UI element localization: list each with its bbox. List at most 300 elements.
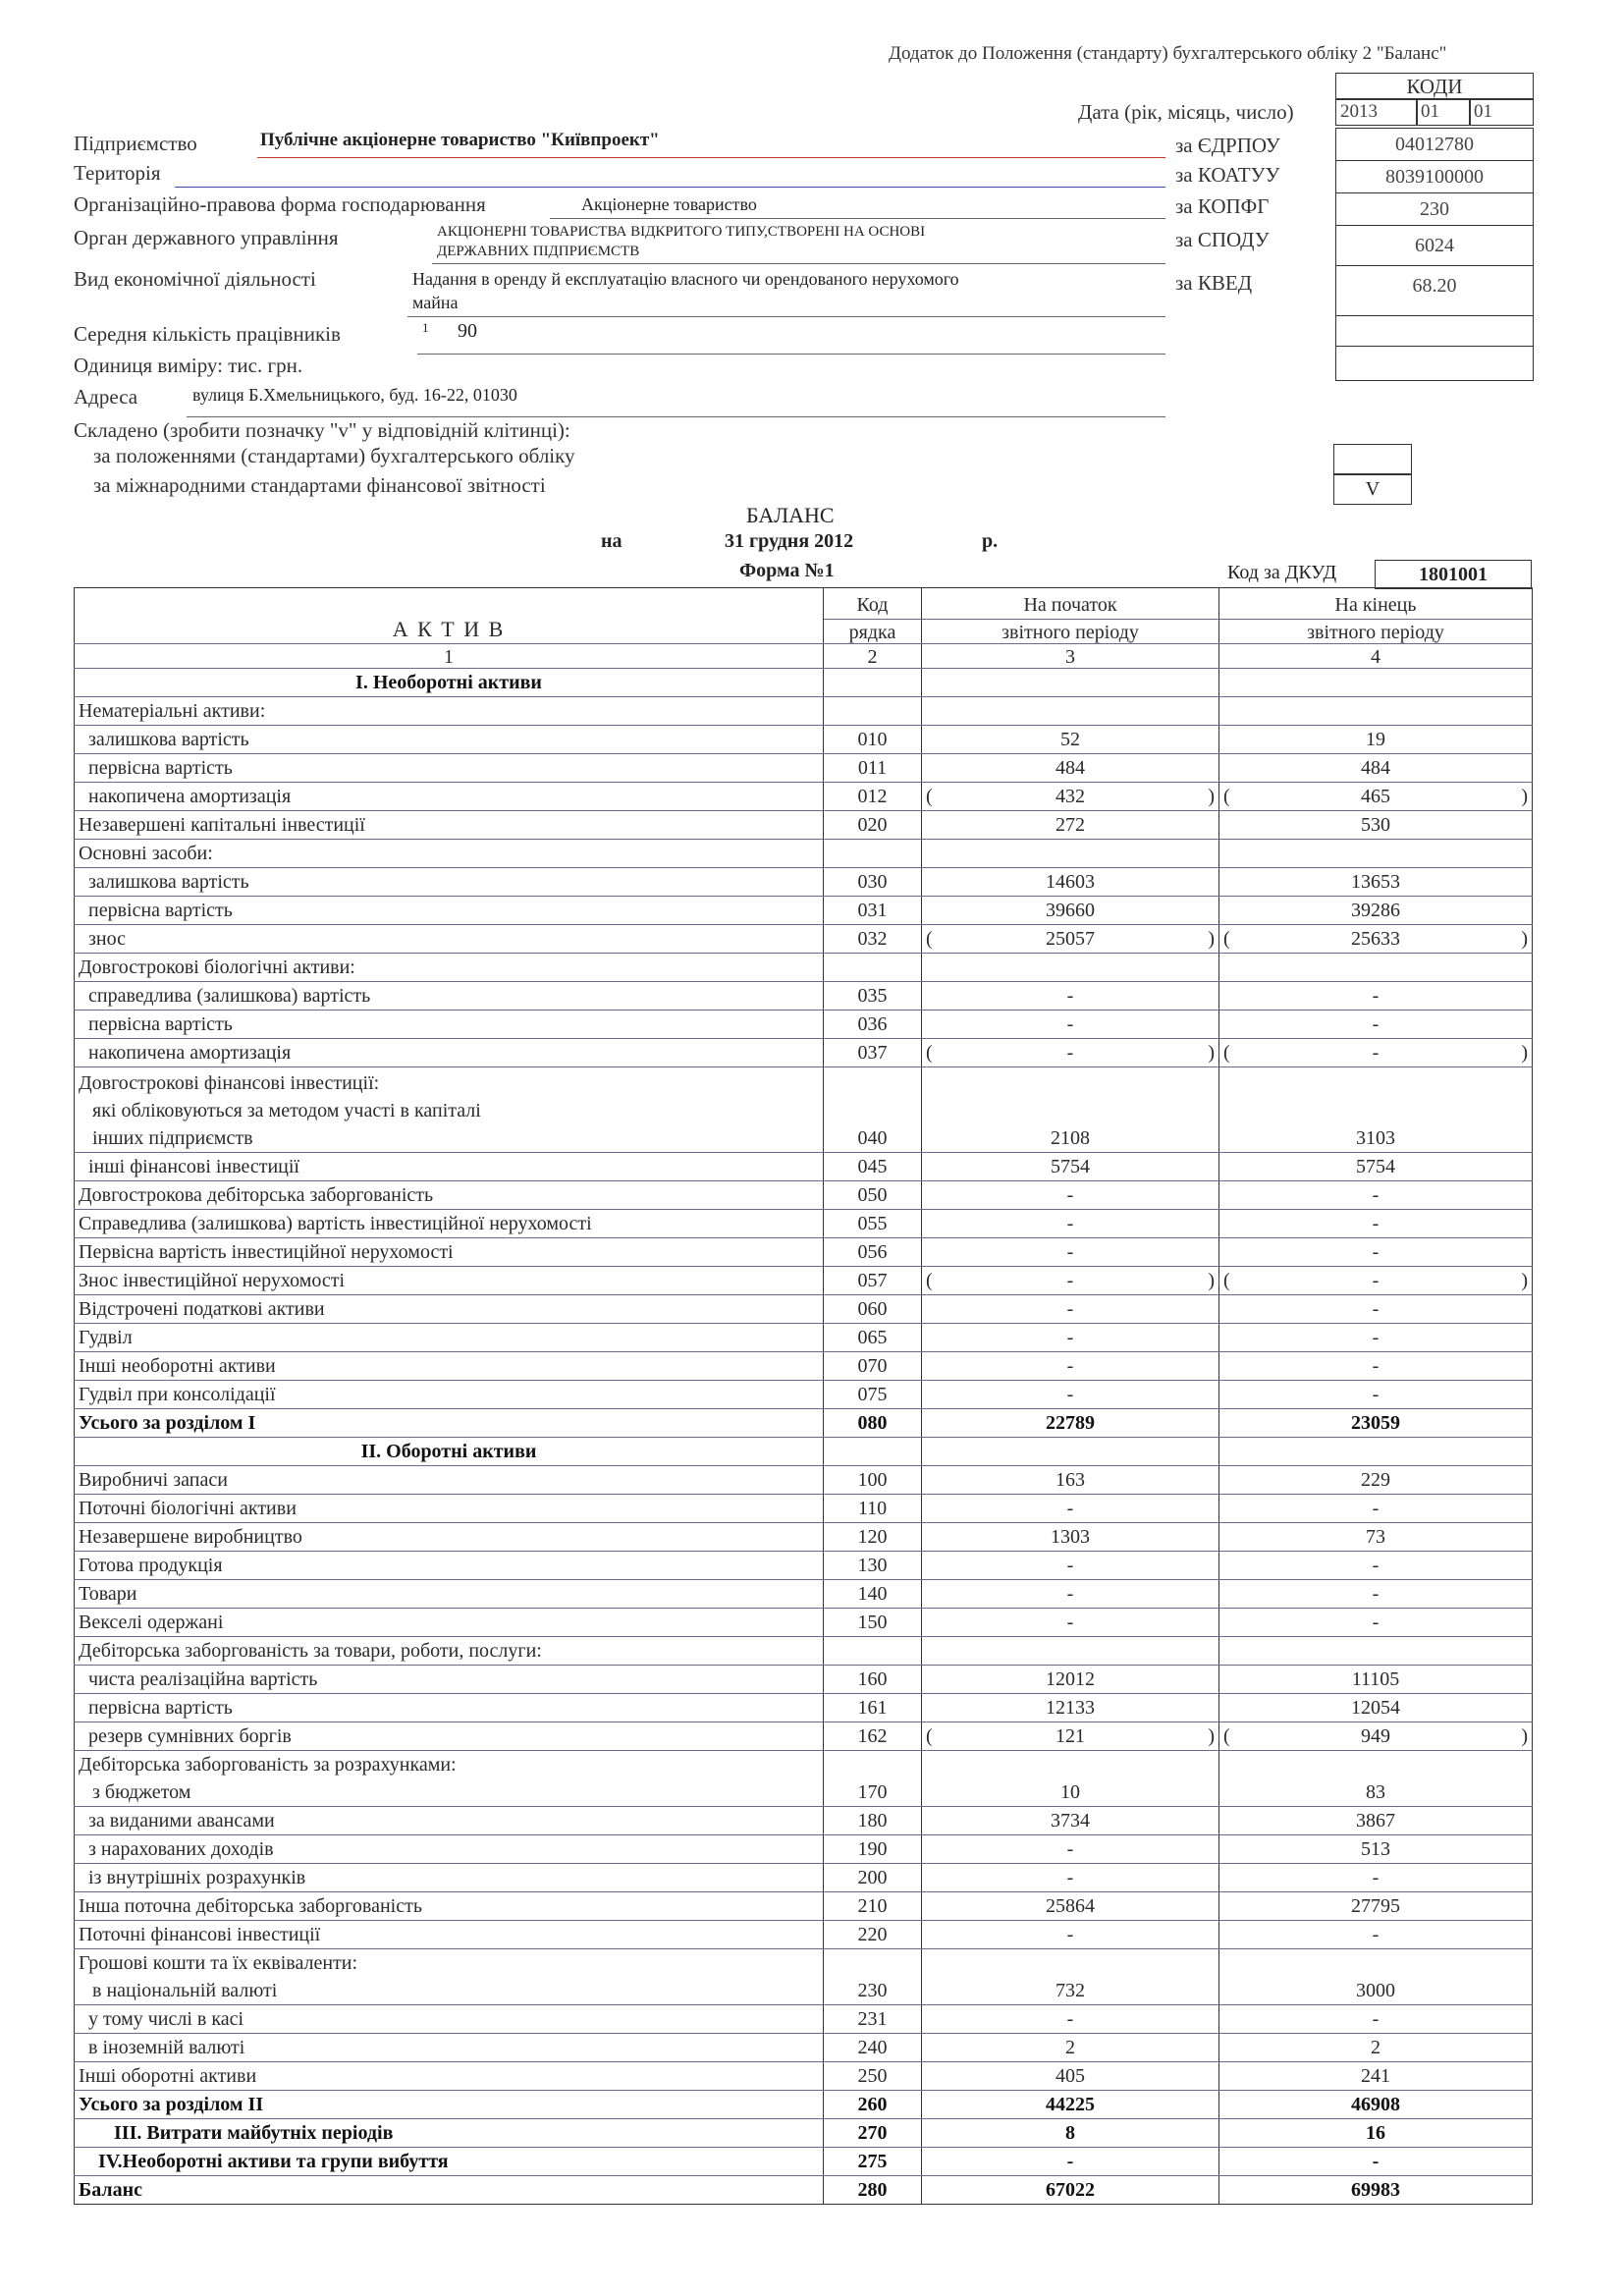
row-code: 032 — [824, 925, 922, 954]
row-label: Справедлива (залишкова) вартість інвестиційної нерухомості — [75, 1210, 824, 1238]
table-row — [75, 1751, 1533, 1807]
row-label: залишкова вартість — [75, 726, 824, 754]
table-row — [75, 1352, 1533, 1381]
row-code: 220 — [824, 1921, 922, 1949]
row-label: Поточні фінансові інвестиції — [75, 1921, 824, 1949]
row-label: Поточні біологічні активи — [75, 1495, 824, 1523]
row-label: Інші оборотні активи — [75, 2062, 824, 2091]
table-row — [75, 1835, 1533, 1864]
col-header-code-2: рядка — [824, 619, 922, 643]
col-header-end-2: звітного періоду — [1219, 619, 1533, 643]
row-value-end — [1219, 925, 1533, 954]
table-row — [75, 1807, 1533, 1835]
row-label: за виданими авансами — [75, 1807, 824, 1835]
paren-close: ) — [1208, 1042, 1215, 1064]
row-value-start — [922, 697, 1219, 726]
row-label: Усього за розділом І — [75, 1409, 824, 1438]
row-label: Товари — [75, 1580, 824, 1609]
row-value-end — [1219, 954, 1533, 982]
gov-body-underline — [432, 263, 1165, 264]
paren-close: ) — [1208, 1725, 1215, 1747]
row-code: 161 — [824, 1694, 922, 1722]
code-kopfg: 230 — [1336, 192, 1533, 225]
row-value-start: - — [922, 2005, 1219, 2034]
row-value-end — [1219, 1722, 1533, 1751]
row-value-start: - — [922, 1495, 1219, 1523]
row-value-start: 1303 — [922, 1523, 1219, 1552]
row-label: первісна вартість — [75, 1694, 824, 1722]
col-header-end-1: На кінець — [1219, 588, 1533, 620]
date-day: 01 — [1469, 98, 1534, 126]
dkud-value: 1801001 — [1375, 560, 1532, 589]
col-number-3: 3 — [922, 644, 1219, 669]
territory-label: Територія — [74, 161, 161, 185]
row-value-end — [1219, 1039, 1533, 1067]
row-value-end: - — [1219, 1295, 1533, 1324]
row-label: ІV.Необоротні активи та групи вибуття — [75, 2148, 824, 2176]
row-value-start: - — [922, 1011, 1219, 1039]
row-label: Довгострокові біологічні активи: — [75, 954, 824, 982]
table-row — [75, 925, 1533, 954]
row-value-end: 513 — [1219, 1835, 1533, 1864]
date-month: 01 — [1416, 98, 1471, 126]
row-code: 250 — [824, 2062, 922, 2091]
paren-open: ( — [926, 1042, 933, 1064]
row-value-end — [1219, 1267, 1533, 1295]
row-value-start — [922, 840, 1219, 868]
gov-body-value-2: ДЕРЖАВНИХ ПІДПРИЄМСТВ — [437, 244, 640, 259]
row-label: Відстрочені податкові активи — [75, 1295, 824, 1324]
code-edrpou: 04012780 — [1336, 128, 1533, 160]
row-code: 031 — [824, 897, 922, 925]
col-number-4: 4 — [1219, 644, 1533, 669]
row-value-start — [922, 783, 1219, 811]
table-row — [75, 1552, 1533, 1580]
row-value-start: 8 — [922, 2119, 1219, 2148]
row-value-start: 2 — [922, 2034, 1219, 2062]
table-row — [75, 868, 1533, 897]
code-empty-2 — [1336, 346, 1533, 380]
row-value-start: - — [922, 1295, 1219, 1324]
row-value-end: - — [1219, 1181, 1533, 1210]
code-label-koatuu: за КОАТУУ — [1175, 163, 1280, 187]
row-value-start: - — [922, 1835, 1219, 1864]
compiled-option-ifrs: за міжнародними стандартами фінансової звітності — [93, 473, 546, 497]
appendix-note: Додаток до Положення (стандарту) бухгалтерського обліку 2 "Баланс" — [889, 43, 1447, 64]
row-label: Усього за розділом ІІ — [75, 2091, 824, 2119]
row-value-end — [1219, 783, 1533, 811]
row-code — [824, 669, 922, 697]
paren-close: ) — [1208, 786, 1215, 807]
row-code: 200 — [824, 1864, 922, 1892]
row-value-end: - — [1219, 1011, 1533, 1039]
row-value-text: 25633 — [1351, 928, 1400, 950]
row-value-end: - — [1219, 2148, 1533, 2176]
row-value-start: - — [922, 1864, 1219, 1892]
row-value-start: - — [922, 1324, 1219, 1352]
row-value-end: - — [1219, 982, 1533, 1011]
table-row — [75, 2091, 1533, 2119]
table-row — [75, 1694, 1533, 1722]
row-label: Баланс — [75, 2176, 824, 2205]
row-code: 035 — [824, 982, 922, 1011]
row-code: 011 — [824, 754, 922, 783]
employees-note: 1 — [422, 320, 429, 335]
row-value-end: 39286 — [1219, 897, 1533, 925]
row-value-start: - — [922, 2148, 1219, 2176]
address-underline — [187, 416, 1165, 417]
row-code: 075 — [824, 1381, 922, 1409]
table-row — [75, 1039, 1533, 1067]
row-value-start: - — [922, 1381, 1219, 1409]
row-value-start: 39660 — [922, 897, 1219, 925]
paren-close: ) — [1521, 928, 1528, 950]
row-value-start: - — [922, 1921, 1219, 1949]
table-row — [75, 2119, 1533, 2148]
row-value-end: 3103 — [1219, 1067, 1533, 1153]
row-value-start — [922, 1722, 1219, 1751]
row-value-end: - — [1219, 2005, 1533, 2034]
row-value-start: 52 — [922, 726, 1219, 754]
row-value-end: 46908 — [1219, 2091, 1533, 2119]
row-value-start: - — [922, 1580, 1219, 1609]
row-label: в іноземній валюті — [75, 2034, 824, 2062]
table-row — [75, 1409, 1533, 1438]
unit-label: Одиниця виміру: тис. грн. — [74, 354, 303, 377]
enterprise-value: Публічне акціонерне товариство "Київпроект" — [260, 130, 660, 150]
row-label-line: інших підприємств — [92, 1127, 253, 1149]
table-row — [75, 2034, 1533, 2062]
form-number: Форма №1 — [739, 560, 835, 581]
table-row — [75, 1949, 1533, 2005]
row-code: 190 — [824, 1835, 922, 1864]
row-label-line: в національній валюті — [92, 1980, 278, 2001]
row-value-start: 25864 — [922, 1892, 1219, 1921]
compiled-label: Складено (зробити позначку "v" у відповідній клітинці): — [74, 418, 570, 442]
org-form-underline — [550, 218, 1165, 219]
code-label-kopfg: за КОПФГ — [1175, 194, 1270, 218]
row-code: 260 — [824, 2091, 922, 2119]
paren-open: ( — [1223, 1725, 1230, 1747]
row-value-end: 530 — [1219, 811, 1533, 840]
row-code — [824, 1637, 922, 1666]
row-label-line: Довгострокові фінансові інвестиції: — [79, 1072, 380, 1094]
row-value-text: - — [1372, 1042, 1380, 1064]
row-value-start: - — [922, 1609, 1219, 1637]
row-code: 280 — [824, 2176, 922, 2205]
paren-close: ) — [1521, 1725, 1528, 1747]
gov-body-value-1: АКЦІОНЕРНІ ТОВАРИСТВА ВІДКРИТОГО ТИПУ,СТВОРЕНІ НА ОСНОВІ — [437, 224, 926, 240]
row-label-line: Грошові кошти та їх еквіваленти: — [79, 1952, 358, 1974]
row-code: 120 — [824, 1523, 922, 1552]
table-row — [75, 1267, 1533, 1295]
row-value-end: - — [1219, 1580, 1533, 1609]
row-label: накопичена амортизація — [75, 783, 824, 811]
paren-close: ) — [1208, 928, 1215, 950]
row-value-end — [1219, 669, 1533, 697]
row-code: 275 — [824, 2148, 922, 2176]
table-row — [75, 1580, 1533, 1609]
row-value-end: 27795 — [1219, 1892, 1533, 1921]
table-row — [75, 1637, 1533, 1666]
row-value-end: 241 — [1219, 2062, 1533, 2091]
row-value-end — [1219, 697, 1533, 726]
activity-value-2: майна — [412, 293, 459, 312]
row-value-text: - — [1372, 1270, 1380, 1291]
balance-title: БАЛАНС — [746, 503, 835, 527]
table-row — [75, 726, 1533, 754]
row-label: ІІ. Оборотні активи — [75, 1438, 824, 1466]
row-value-start: 163 — [922, 1466, 1219, 1495]
row-code: 231 — [824, 2005, 922, 2034]
row-code: 162 — [824, 1722, 922, 1751]
row-label: Незавершене виробництво — [75, 1523, 824, 1552]
row-value-end: 69983 — [1219, 2176, 1533, 2205]
row-value-end: - — [1219, 1921, 1533, 1949]
employees-label: Середня кількість працівників — [74, 322, 341, 346]
codes-title: КОДИ — [1335, 73, 1534, 100]
date-year: 2013 — [1335, 98, 1418, 126]
row-value-start — [922, 1438, 1219, 1466]
row-code: 057 — [824, 1267, 922, 1295]
row-value-start: 272 — [922, 811, 1219, 840]
activity-label: Вид економічної діяльності — [74, 267, 316, 291]
row-label: Інша поточна дебіторська заборгованість — [75, 1892, 824, 1921]
table-row — [75, 811, 1533, 840]
row-value-end: - — [1219, 1609, 1533, 1637]
row-code: 030 — [824, 868, 922, 897]
table-row — [75, 954, 1533, 982]
balance-on-label: на — [601, 530, 623, 552]
row-value-end: - — [1219, 1238, 1533, 1267]
row-code: 150 — [824, 1609, 922, 1637]
row-label: з нарахованих доходів — [75, 1835, 824, 1864]
row-value-start — [922, 1637, 1219, 1666]
code-label-spodu: за СПОДУ — [1175, 228, 1270, 251]
row-code: 210 — [824, 1892, 922, 1921]
row-value-start: 10 — [922, 1751, 1219, 1807]
territory-underline — [175, 187, 1165, 188]
paren-close: ) — [1208, 1270, 1215, 1291]
row-value-start: 44225 — [922, 2091, 1219, 2119]
row-code: 070 — [824, 1352, 922, 1381]
row-label: знос — [75, 925, 824, 954]
table-row — [75, 1892, 1533, 1921]
address-label: Адреса — [74, 385, 138, 409]
row-value-start: 732 — [922, 1949, 1219, 2005]
employees-underline — [417, 354, 1165, 355]
row-label — [75, 1067, 824, 1153]
paren-open: ( — [1223, 928, 1230, 950]
col-header-start-1: На початок — [922, 588, 1219, 620]
row-code — [824, 697, 922, 726]
row-value-start: - — [922, 1210, 1219, 1238]
balance-date: 31 грудня 2012 — [725, 530, 854, 552]
table-row — [75, 1609, 1533, 1637]
paren-open: ( — [1223, 786, 1230, 807]
row-code: 050 — [824, 1181, 922, 1210]
row-code: 020 — [824, 811, 922, 840]
table-row — [75, 2005, 1533, 2034]
row-label: Основні засоби: — [75, 840, 824, 868]
row-value-end: 3000 — [1219, 1949, 1533, 2005]
compiled-checkbox-standards[interactable] — [1333, 444, 1412, 475]
row-label: Довгострокова дебіторська заборгованість — [75, 1181, 824, 1210]
col-header-start-2: звітного періоду — [922, 619, 1219, 643]
table-row — [75, 1295, 1533, 1324]
table-row — [75, 1067, 1533, 1153]
row-value-start: - — [922, 1352, 1219, 1381]
row-value-end: 5754 — [1219, 1153, 1533, 1181]
row-value-end: - — [1219, 1381, 1533, 1409]
row-code — [824, 954, 922, 982]
row-code: 037 — [824, 1039, 922, 1067]
row-label: Векселі одержані — [75, 1609, 824, 1637]
row-label: із внутрішніх розрахунків — [75, 1864, 824, 1892]
row-value-end — [1219, 1438, 1533, 1466]
row-label: Дебіторська заборгованість за товари, роботи, послуги: — [75, 1637, 824, 1666]
row-label — [75, 1949, 824, 2005]
row-value-text: 432 — [1056, 786, 1085, 807]
row-code: 160 — [824, 1666, 922, 1694]
table-row — [75, 1181, 1533, 1210]
row-value-start: - — [922, 1238, 1219, 1267]
enterprise-label: Підприємство — [74, 132, 197, 155]
row-label: Гудвіл — [75, 1324, 824, 1352]
row-value-end: 23059 — [1219, 1409, 1533, 1438]
row-value-start — [922, 954, 1219, 982]
row-value-end: 13653 — [1219, 868, 1533, 897]
col-header-code-1: Код — [824, 588, 922, 620]
row-code: 010 — [824, 726, 922, 754]
row-value-start: - — [922, 982, 1219, 1011]
row-value-start: 67022 — [922, 2176, 1219, 2205]
enterprise-underline — [257, 157, 1165, 158]
activity-underline — [407, 316, 1165, 317]
gov-body-label: Орган державного управління — [74, 226, 339, 249]
table-row — [75, 1381, 1533, 1409]
org-form-value: Акціонерне товариство — [581, 194, 757, 214]
row-value-start: 22789 — [922, 1409, 1219, 1438]
row-value-start: - — [922, 1552, 1219, 1580]
paren-open: ( — [1223, 1042, 1230, 1064]
row-label-line: які обліковуються за методом участі в капіталі — [92, 1100, 481, 1121]
table-row — [75, 1864, 1533, 1892]
paren-close: ) — [1521, 786, 1528, 807]
row-label: інші фінансові інвестиції — [75, 1153, 824, 1181]
balance-year-suffix: р. — [982, 530, 999, 552]
row-value-text: 949 — [1361, 1725, 1390, 1747]
row-label: первісна вартість — [75, 897, 824, 925]
row-label: Інші необоротні активи — [75, 1352, 824, 1381]
code-koatuu: 8039100000 — [1336, 160, 1533, 192]
row-code: 056 — [824, 1238, 922, 1267]
row-value-end: 83 — [1219, 1751, 1533, 1807]
row-code: 045 — [824, 1153, 922, 1181]
row-value-end: - — [1219, 1210, 1533, 1238]
row-code: 140 — [824, 1580, 922, 1609]
paren-close: ) — [1521, 1042, 1528, 1064]
row-value-end: - — [1219, 1352, 1533, 1381]
row-value-text: 25057 — [1046, 928, 1095, 950]
row-code: 170 — [824, 1751, 922, 1807]
code-kved: 68.20 — [1336, 265, 1533, 315]
row-value-start — [922, 1267, 1219, 1295]
row-value-start — [922, 925, 1219, 954]
paren-open: ( — [926, 786, 933, 807]
dkud-label: Код за ДКУД — [1227, 562, 1337, 583]
row-code — [824, 1438, 922, 1466]
row-value-start: 484 — [922, 754, 1219, 783]
row-code: 270 — [824, 2119, 922, 2148]
compiled-checkbox-ifrs[interactable]: V — [1333, 473, 1412, 505]
activity-value-1: Надання в оренду й експлуатацію власного чи орендованого нерухомого — [412, 269, 959, 289]
row-label: Нематеріальні активи: — [75, 697, 824, 726]
row-value-end: - — [1219, 1552, 1533, 1580]
row-label: первісна вартість — [75, 754, 824, 783]
row-label: І. Необоротні активи — [75, 669, 824, 697]
row-value-start: 2108 — [922, 1067, 1219, 1153]
row-value-start: 405 — [922, 2062, 1219, 2091]
row-value-text: - — [1066, 1270, 1074, 1291]
table-row — [75, 1324, 1533, 1352]
row-value-end: 16 — [1219, 2119, 1533, 2148]
table-row — [75, 982, 1533, 1011]
row-value-start: 12133 — [922, 1694, 1219, 1722]
row-code: 060 — [824, 1295, 922, 1324]
row-label: первісна вартість — [75, 1011, 824, 1039]
row-code: 240 — [824, 2034, 922, 2062]
row-code — [824, 840, 922, 868]
table-row — [75, 2176, 1533, 2205]
row-code: 100 — [824, 1466, 922, 1495]
row-value-start — [922, 1039, 1219, 1067]
row-label: Гудвіл при консолідації — [75, 1381, 824, 1409]
row-value-text: - — [1066, 1042, 1074, 1064]
table-row — [75, 1153, 1533, 1181]
paren-close: ) — [1521, 1270, 1528, 1291]
paren-open: ( — [1223, 1270, 1230, 1291]
row-label: Виробничі запаси — [75, 1466, 824, 1495]
table-row — [75, 669, 1533, 697]
row-label-line: з бюджетом — [92, 1781, 191, 1803]
row-code: 110 — [824, 1495, 922, 1523]
paren-open: ( — [926, 1725, 933, 1747]
row-code: 012 — [824, 783, 922, 811]
row-label: у тому числі в касі — [75, 2005, 824, 2034]
row-value-end: 11105 — [1219, 1666, 1533, 1694]
row-code: 036 — [824, 1011, 922, 1039]
row-label: справедлива (залишкова) вартість — [75, 982, 824, 1011]
table-row — [75, 1238, 1533, 1267]
col-number-1: 1 — [75, 644, 824, 669]
org-form-label: Організаційно-правова форма господарювання — [74, 192, 486, 216]
row-value-start: - — [922, 1181, 1219, 1210]
row-label: накопичена амортизація — [75, 1039, 824, 1067]
row-code: 055 — [824, 1210, 922, 1238]
table-row — [75, 2148, 1533, 2176]
row-value-end: - — [1219, 1495, 1533, 1523]
row-value-end: - — [1219, 1324, 1533, 1352]
code-label-edrpou: за ЄДРПОУ — [1175, 134, 1280, 157]
table-row — [75, 697, 1533, 726]
row-label — [75, 1751, 824, 1807]
row-label: Незавершені капітальні інвестиції — [75, 811, 824, 840]
row-label: залишкова вартість — [75, 868, 824, 897]
row-value-end: - — [1219, 1864, 1533, 1892]
table-row — [75, 1921, 1533, 1949]
row-value-start: 12012 — [922, 1666, 1219, 1694]
